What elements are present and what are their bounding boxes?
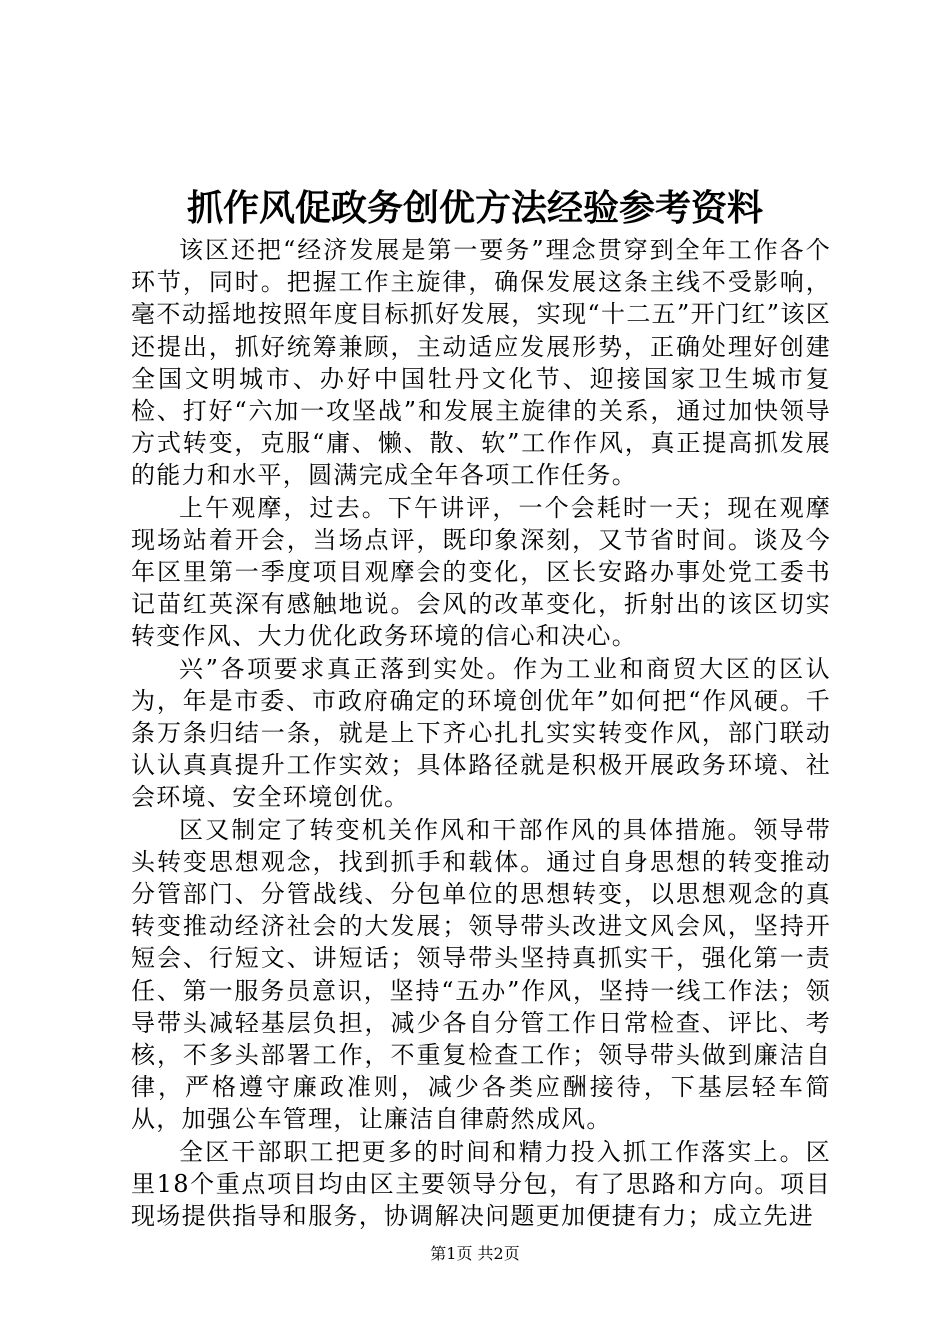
paragraph-4: 区又制定了转变机关作风和干部作风的具体措施。领导带头转变思想观念，找到抓手和载体。通过自身思想的转变推动分管部门、分管战线、分包单位的思想转变，以思想观念的真转变推动经济社会的大发展；领导带头改进文风会风，坚持开短会、行短文、讲短话；领导带头坚持真抓实干，强化第一责任、第一服务员意识，坚持“五办”作风，坚持一线工作法；领导带头减轻基层负担，减少各自分管工作日常检查、评比、考核，不多头部署工作，不重复检查工作；领导带头做到廉洁自律，严格遵守廉政准则，减少各类应酬接待，下基层轻车简从，加强公车管理，让廉洁自律蔚然成风。	[131, 815, 831, 1134]
paragraph-2: 上午观摩，过去。下午讲评，一个会耗时一天；现在观摩现场站着开会，当场点评，既印象深刻，又节省时间。谈及今年区里第一季度项目观摩会的变化，区长安路办事处党工委书记苗红英深有感触地说。会风的改革变化，折射出的该区切实转变作风、大力优化政务环境的信心和决心。	[131, 493, 831, 651]
paragraph-3: 兴”各项要求真正落到实处。作为工业和商贸大区的区认为，年是市委、市政府确定的环境创优年”如何把“作风硬。千条万条归结一条，就是上下齐心扎扎实实转变作风，部门联动认认真真提升工作实效；具体路径就是积极开展政务环境、社会环境、安全环境创优。	[131, 654, 831, 812]
document-body	[131, 234, 831, 1232]
document-title: 抓作风促政务创优方法经验参考资料	[186, 187, 763, 229]
paragraph-5: 全区干部职工把更多的时间和精力投入抓工作落实上。区里18个重点项目均由区主要领导分包，有了思路和方向。项目现场提供指导和服务，协调解决问题更加便捷有力；成立先进	[131, 1137, 831, 1231]
page-footer: 第1页 共2页	[430, 1244, 520, 1263]
paragraph-1: 该区还把“经济发展是第一要务”理念贯穿到全年工作各个环节，同时。把握工作主旋律，确保发展这条主线不受影响，毫不动摇地按照年度目标抓好发展，实现“十二五”开门红”该区还提出，抓好统筹兼顾，主动适应发展形势，正确处理好创建全国文明城市、办好中国牡丹文化节、迎接国家卫生城市复检、打好“六加一攻坚战”和发展主旋律的关系，通过加快领导方式转变，克服“庸、懒、散、软”工作作风，真正提高抓发展的能力和水平，圆满完成全年各项工作任务。	[131, 236, 831, 490]
